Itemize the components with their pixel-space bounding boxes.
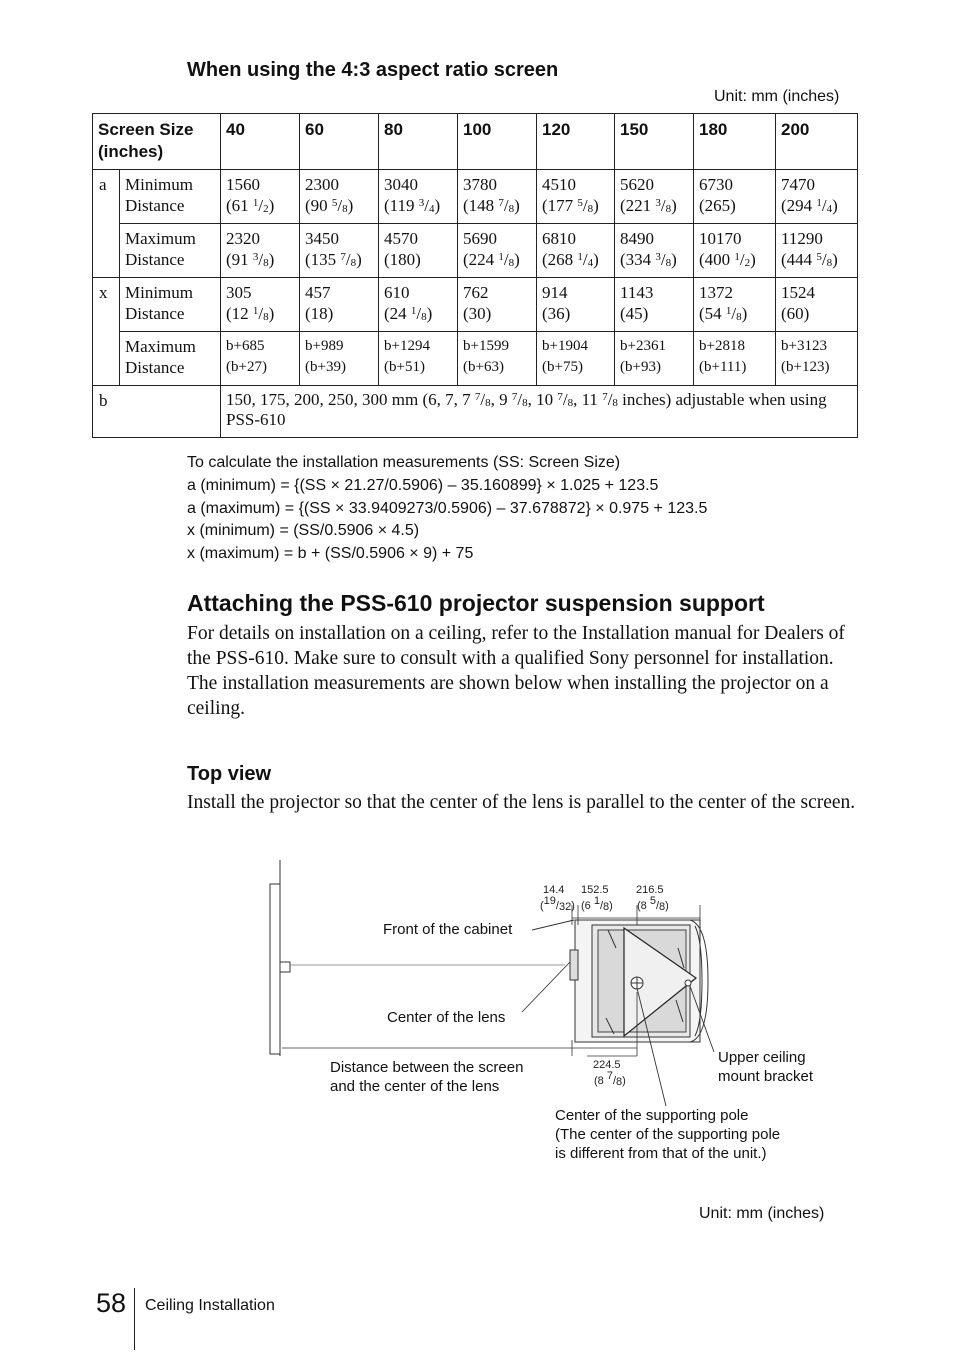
- table-cell: 1372 (54 $^1/_8$): [694, 278, 776, 332]
- row-symbol-b: b: [93, 386, 221, 438]
- table-cell: 457 (18): [300, 278, 379, 332]
- label-pole: [555, 1106, 780, 1163]
- label-pole-line1: Center of the supporting pole: [555, 1107, 749, 1124]
- page-number: 58: [96, 1288, 127, 1318]
- header-size: 100: [458, 114, 537, 170]
- screen-icon: [270, 860, 290, 1056]
- dim-1-mm: 14.4: [543, 884, 565, 896]
- table-cell: 5620 (221 $^3/_8$): [615, 170, 694, 224]
- diagram-unit-note: Unit: mm (inches): [699, 1205, 825, 1222]
- label-front-cabinet: Front of the cabinet: [383, 921, 513, 938]
- row-symbol-x: x: [93, 278, 120, 386]
- table-cell: 610 (24 $^1/_8$): [379, 278, 458, 332]
- label-pole-line2: (The center of the supporting pole: [555, 1126, 781, 1143]
- attach-paragraph-2: The installation measurements are shown below when installing the projector on a ceiling.: [187, 673, 829, 719]
- label-bracket-line1: Upper ceiling: [718, 1049, 806, 1066]
- table-cell: 4570 (180): [379, 224, 458, 278]
- label-distance: [330, 1058, 523, 1096]
- table-unit-note: Unit: mm (inches): [714, 88, 840, 105]
- dim-4-mm: 224.5: [593, 1059, 621, 1071]
- attach-paragraph-1: For details on installation on a ceiling, refer to the Installation manual for Dealers of the PSS-610. Make sure to consult with a qualified Sony personnel for installation.: [187, 623, 845, 669]
- table-cell: b+2818 (b+111): [694, 332, 776, 386]
- header-size: 180: [694, 114, 776, 170]
- label-bracket-line2: mount bracket: [718, 1068, 814, 1085]
- label-pole-line3: is different from that of the unit.): [555, 1145, 767, 1162]
- table-cell: b+1599 (b+63): [458, 332, 537, 386]
- table-cell: b+989 (b+39): [300, 332, 379, 386]
- table-cell: 3780 (148 $^7/_8$): [458, 170, 537, 224]
- header-size: 200: [776, 114, 858, 170]
- table-cell: b+1904 (b+75): [537, 332, 615, 386]
- table-cell: b+2361 (b+93): [615, 332, 694, 386]
- footer-divider: [134, 1288, 135, 1350]
- table-cell: 3040 (119 $^3/_4$): [379, 170, 458, 224]
- header-size: 40: [221, 114, 300, 170]
- label-center-lens: Center of the lens: [387, 1009, 506, 1026]
- dim-2-mm: 152.5: [581, 884, 609, 896]
- top-view-paragraph: Install the projector so that the center of the lens is parallel to the center of the screen.: [187, 792, 856, 813]
- dim-1-in: $(^{19}/_{32})$: [540, 895, 575, 913]
- table-cell: 1524 (60): [776, 278, 858, 332]
- table-cell: 7470 (294 $^1/_4$): [776, 170, 858, 224]
- table-cell: 10170 (400 $^1/_2$): [694, 224, 776, 278]
- table-cell: b+1294 (b+51): [379, 332, 458, 386]
- table-cell: 11290 (444 $^5/_8$): [776, 224, 858, 278]
- table-cell: 914 (36): [537, 278, 615, 332]
- row-label: Minimum Distance: [120, 170, 221, 224]
- table-cell: 8490 (334 $^3/_8$): [615, 224, 694, 278]
- table-cell: 1560 (61 $^1/_2$): [221, 170, 300, 224]
- table-cell: 762 (30): [458, 278, 537, 332]
- table-cell: 6810 (268 $^1/_4$): [537, 224, 615, 278]
- dim-2-in: (6 $^1/_8$): [581, 895, 613, 913]
- header-size: 120: [537, 114, 615, 170]
- header-size: 80: [379, 114, 458, 170]
- table-cell: 4510 (177 $^5/_8$): [537, 170, 615, 224]
- formula-intro: To calculate the installation measurements (SS: Screen Size): [187, 454, 621, 471]
- row-label: Maximum Distance: [120, 332, 221, 386]
- table-cell: 305 (12 $^1/_8$): [221, 278, 300, 332]
- table-cell: b+3123 (b+123): [776, 332, 858, 386]
- row-label: Minimum Distance: [120, 278, 221, 332]
- table-cell: 3450 (135 $^7/_8$): [300, 224, 379, 278]
- label-bracket: [718, 1048, 813, 1086]
- attach-heading: Attaching the PSS-610 projector suspension support: [187, 590, 765, 616]
- b-value-cell: 150, 175, 200, 250, 300 mm (6, 7, 7 $^7/_8$, 9 $^7/_8$, 10 $^7/_8$, 11 $^7/_8$ inches) adjustable when using PSS-610: [221, 386, 858, 438]
- table-cell: 2300 (90 $^5/_8$): [300, 170, 379, 224]
- header-size: 60: [300, 114, 379, 170]
- dim-3-mm: 216.5: [636, 884, 664, 896]
- formula-a-min: a (minimum) = {(SS × 21.27/0.5906) – 35.160899} × 1.025 + 123.5: [187, 476, 659, 494]
- table-heading: When using the 4:3 aspect ratio screen: [187, 59, 559, 81]
- row-label: Maximum Distance: [120, 224, 221, 278]
- formula-a-max: a (maximum) = {(SS × 33.9409273/0.5906) – 37.678872} × 0.975 + 123.5: [187, 499, 708, 517]
- table-cell: b+685 (b+27): [221, 332, 300, 386]
- table-cell: 1143 (45): [615, 278, 694, 332]
- table-cell: 6730 (265): [694, 170, 776, 224]
- formula-x-max: x (maximum) = b + (SS/0.5906 × 9) + 75: [187, 545, 474, 563]
- projector-icon: [570, 920, 708, 1042]
- table-cell: 2320 (91 $^3/_8$): [221, 224, 300, 278]
- dim-4-in: (8 $^7/_8$): [594, 1070, 626, 1088]
- label-distance-line1: Distance between the screen: [330, 1059, 524, 1076]
- header-size: 150: [615, 114, 694, 170]
- table-cell: 5690 (224 $^1/_8$): [458, 224, 537, 278]
- top-view-heading: Top view: [187, 763, 272, 785]
- label-distance-line2: and the center of the lens: [330, 1078, 500, 1095]
- footer-section-name: Ceiling Installation: [145, 1297, 275, 1314]
- dim-3-in: (8 $^5/_8$): [637, 895, 669, 913]
- formula-x-min: x (minimum) = (SS/0.5906 × 4.5): [187, 522, 420, 540]
- row-symbol-a: a: [93, 170, 120, 278]
- header-screen-size: Screen Size (inches): [93, 114, 221, 170]
